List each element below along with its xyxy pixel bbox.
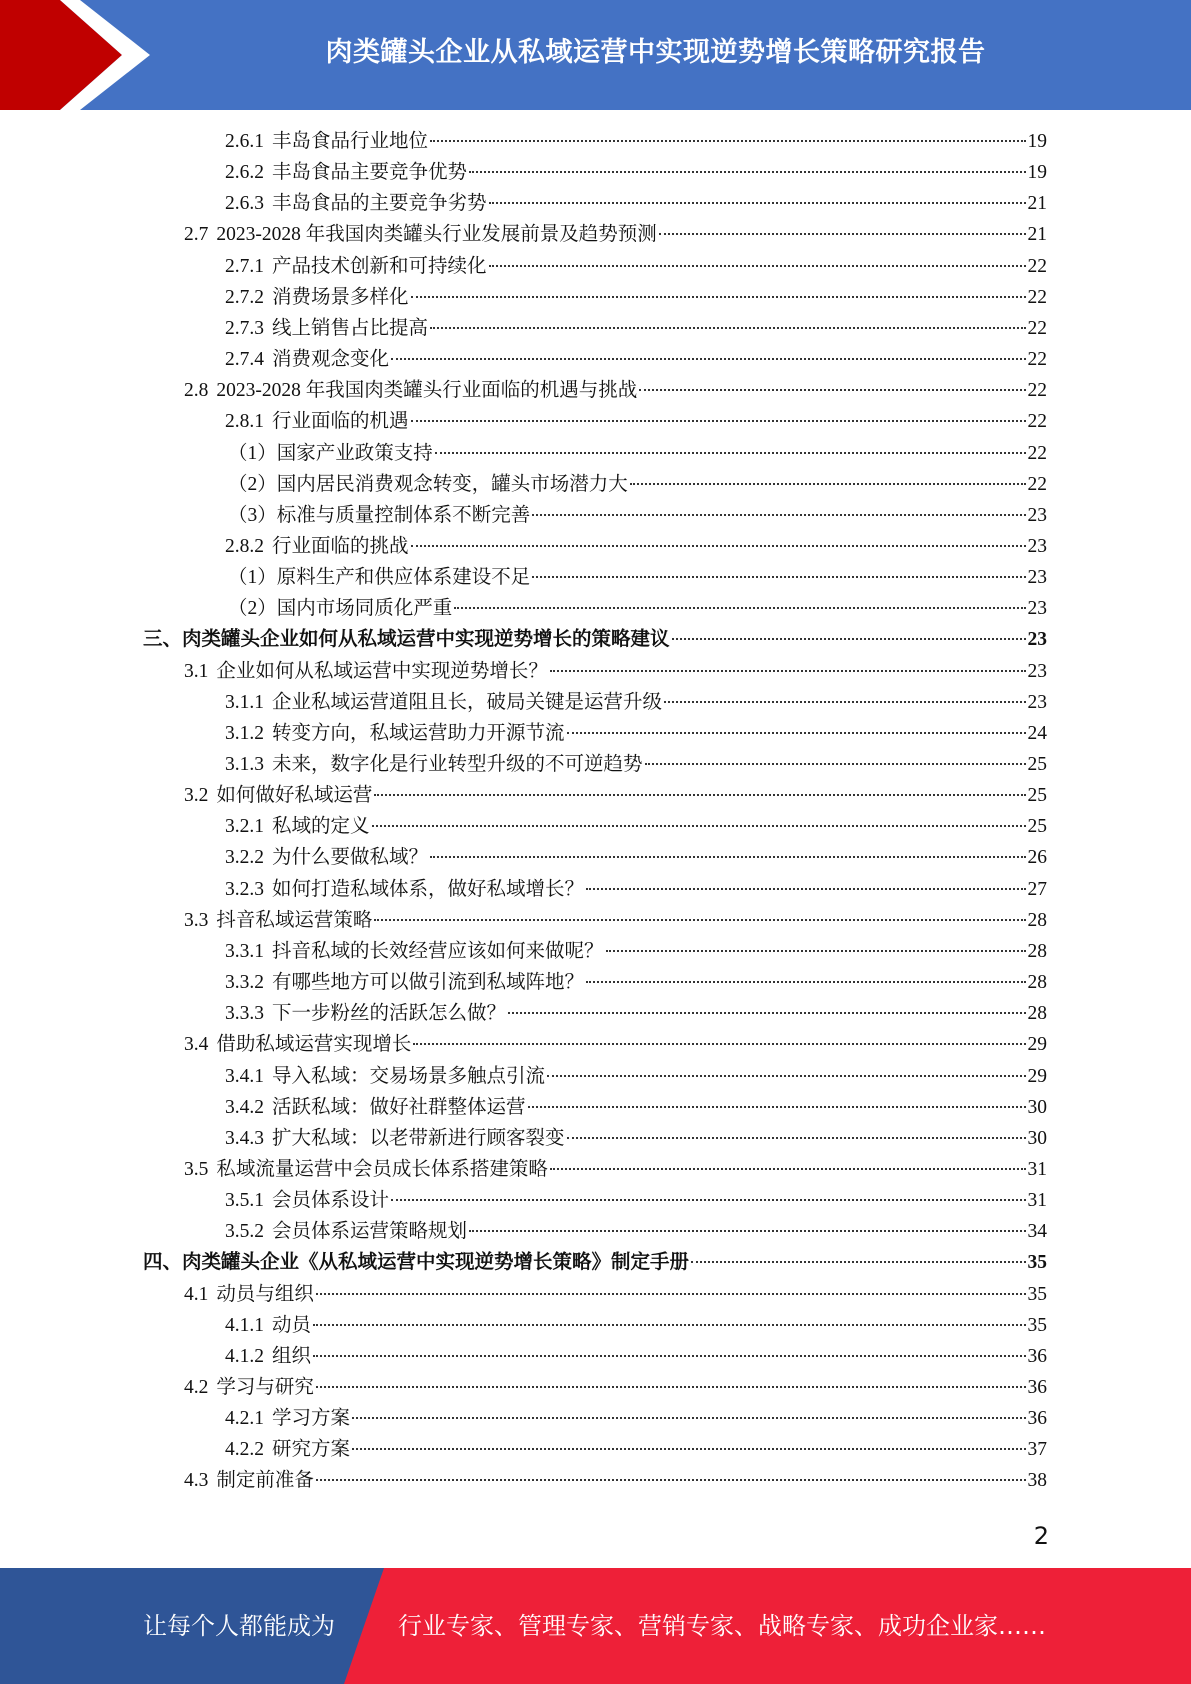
toc-dot-leader (672, 638, 1026, 640)
toc-entry[interactable] (225, 344, 1047, 375)
toc-dot-leader (659, 233, 1026, 235)
toc-entry-title: 肉类罐头企业《从私域运营中实现逆势增长策略》制定手册 (182, 1252, 690, 1274)
toc-dot-leader (411, 420, 1026, 422)
toc-entry-number: （3） (228, 504, 277, 526)
toc-entry-page: 23 (1027, 535, 1047, 557)
toc-entry-page: 27 (1027, 878, 1047, 900)
toc-entry[interactable] (225, 282, 1047, 313)
toc-entry-title: 线上销售占比提高 (272, 317, 429, 339)
toc-entry-title: 动员与组织 (216, 1283, 314, 1305)
toc-entry-number: 2.6.1 (225, 131, 264, 152)
toc-entry-page: 22 (1027, 380, 1047, 402)
toc-entry-number: 3.4.3 (225, 1127, 264, 1149)
toc-entry-page: 35 (1027, 1283, 1047, 1305)
footer-slogan-right: 行业专家、管理专家、营销专家、战略专家、成功企业家…… (398, 1612, 1046, 1640)
toc-entry-number: 3.4.2 (225, 1096, 264, 1118)
toc-dot-leader (374, 794, 1025, 796)
toc-entry[interactable] (184, 656, 1047, 687)
toc-entry[interactable] (225, 936, 1047, 967)
toc-entry-page: 23 (1027, 629, 1047, 651)
toc-entry-title: 行业面临的机遇 (272, 411, 409, 433)
toc-entry-page: 36 (1027, 1377, 1047, 1398)
toc-entry-title: 私域的定义 (272, 816, 370, 838)
toc-dot-leader (435, 452, 1026, 454)
toc-dot-leader (567, 732, 1026, 734)
toc-entry-number: 3.5 (184, 1158, 209, 1180)
toc-entry-title: 导入私域：交易场景多触点引流 (272, 1065, 546, 1087)
toc-dot-leader (391, 1199, 1025, 1201)
toc-dot-leader (313, 1355, 1025, 1357)
toc-entry-number: （1） (228, 567, 277, 589)
toc-entry[interactable] (225, 687, 1047, 718)
toc-entry[interactable] (225, 874, 1047, 905)
toc-entry-title: 如何打造私域体系，做好私域增长？ (272, 878, 585, 900)
toc-entry-title: 2023-2028 年我国肉类罐头行业发展前景及趋势预测 (216, 224, 657, 246)
toc-entry-page: 29 (1027, 1065, 1047, 1087)
toc-dot-leader (430, 140, 1025, 142)
toc-entry-title: 消费观念变化 (272, 349, 390, 371)
toc-dot-leader (606, 950, 1026, 952)
toc-entry-title: 未来，数字化是行业转型升级的不可逆趋势 (272, 754, 643, 775)
toc-entry[interactable] (225, 998, 1047, 1029)
toc-dot-leader (639, 389, 1025, 391)
toc-entry-title: 标准与质量控制体系不断完善 (276, 504, 531, 526)
toc-entry-title: 消费场景多样化 (272, 286, 409, 308)
toc-entry-page: 23 (1027, 691, 1047, 713)
toc-dot-leader (664, 701, 1025, 703)
toc-entry[interactable] (225, 811, 1047, 842)
toc-dot-leader (430, 327, 1025, 329)
toc-dot-leader (532, 576, 1025, 578)
toc-entry-title: 扩大私域：以老带新进行顾客裂变 (272, 1127, 565, 1149)
toc-entry[interactable] (184, 905, 1047, 936)
toc-entry-page: 22 (1027, 349, 1047, 371)
toc-entry[interactable] (225, 531, 1047, 562)
toc-entry-number: 3.4 (184, 1034, 209, 1056)
toc-entry-title: 企业私域运营道阻且长，破局关键是运营升级 (272, 691, 663, 713)
toc-dot-leader (413, 1043, 1025, 1045)
toc-entry-number: 4.1 (184, 1283, 209, 1305)
toc-entry-number: 3.1.1 (225, 691, 264, 713)
toc-entry-page: 36 (1027, 1345, 1047, 1367)
toc-entry[interactable] (225, 967, 1047, 998)
toc-entry-number: 3.2.1 (225, 816, 264, 838)
toc-entry-number: 3.2.3 (225, 878, 264, 900)
toc-entry-number: 3.3.2 (225, 972, 264, 994)
toc-dot-leader (645, 763, 1026, 765)
toc-entry-page: 29 (1027, 1034, 1047, 1056)
toc-entry-title: 国家产业政策支持 (276, 442, 433, 464)
toc-entry-page: 30 (1027, 1096, 1047, 1118)
toc-entry[interactable] (225, 1341, 1047, 1372)
toc-entry[interactable] (184, 780, 1047, 811)
page-number: 2 (1033, 1522, 1049, 1550)
toc-entry[interactable] (225, 1092, 1047, 1123)
toc-entry-number: （2） (228, 598, 277, 620)
toc-entry-title: 借助私域运营实现增长 (216, 1034, 412, 1056)
toc-dot-leader (352, 1417, 1025, 1419)
toc-entry-page: 22 (1027, 286, 1047, 308)
toc-entry-title: 学习方案 (272, 1408, 351, 1430)
toc-dot-leader (630, 483, 1026, 485)
toc-entry[interactable] (184, 1279, 1047, 1310)
toc-entry[interactable] (225, 251, 1047, 282)
toc-entry[interactable] (225, 157, 1047, 188)
toc-entry-title: 2023-2028 年我国肉类罐头行业面临的机遇与挑战 (216, 380, 638, 402)
toc-entry[interactable] (184, 1465, 1047, 1496)
toc-entry-title: 原料生产和供应体系建设不足 (276, 567, 531, 589)
toc-entry-page: 26 (1027, 847, 1047, 869)
toc-dot-leader (313, 1324, 1025, 1326)
toc-entry-title: 如何做好私域运营 (216, 785, 373, 807)
toc-entry[interactable] (184, 375, 1047, 406)
toc-entry-title: 组织 (272, 1345, 312, 1367)
toc-entry-title: 丰岛食品行业地位 (272, 131, 429, 152)
toc-entry-title: 丰岛食品的主要竞争劣势 (272, 193, 487, 215)
toc-dot-leader (316, 1479, 1026, 1481)
toc-entry-title: 丰岛食品主要竞争优势 (272, 162, 468, 184)
toc-entry[interactable] (225, 1123, 1047, 1154)
toc-dot-leader (567, 1137, 1026, 1139)
toc-entry-number: 3.1.3 (225, 754, 264, 775)
toc-entry-number: 2.7.1 (225, 255, 264, 277)
toc-dot-leader (352, 1448, 1025, 1450)
toc-entry-title: 行业面临的挑战 (272, 535, 409, 557)
toc-entry[interactable] (225, 188, 1047, 219)
toc-entry-page: 23 (1027, 504, 1047, 526)
toc-entry-page: 25 (1027, 816, 1047, 838)
toc-entry-number: 3.2 (184, 785, 209, 807)
toc-entry-page: 28 (1027, 909, 1047, 931)
toc-entry[interactable] (143, 624, 1047, 655)
toc-entry-page: 28 (1027, 1003, 1047, 1025)
toc-dot-leader (430, 856, 1025, 858)
toc-entry-number: 3.5.1 (225, 1190, 264, 1212)
toc-dot-leader (489, 265, 1026, 267)
toc-entry-title: 私域流量运营中会员成长体系搭建策略 (216, 1158, 548, 1180)
footer-slogan-left: 让每个人都能成为 (143, 1612, 335, 1640)
toc-entry[interactable] (225, 1310, 1047, 1341)
toc-entry-page: 25 (1027, 754, 1047, 775)
toc-entry-page: 35 (1027, 1252, 1047, 1274)
toc-entry[interactable] (225, 1434, 1047, 1465)
toc-entry-page: 31 (1027, 1158, 1047, 1180)
toc-dot-leader (550, 1168, 1026, 1170)
toc-dot-leader (586, 981, 1025, 983)
toc-entry-page: 19 (1027, 131, 1047, 152)
toc-entry-page: 22 (1027, 317, 1047, 339)
toc-entry-page: 28 (1027, 972, 1047, 994)
toc-entry[interactable] (184, 219, 1047, 250)
toc-entry-number: （2） (228, 473, 277, 495)
toc-dot-leader (532, 514, 1025, 516)
toc-entry-page: 22 (1027, 442, 1047, 464)
toc-entry-number: 2.7 (184, 224, 209, 246)
toc-entry[interactable] (143, 1247, 1047, 1278)
toc-entry-title: 会员体系运营策略规划 (272, 1221, 468, 1243)
toc-entry-number: 2.7.4 (225, 349, 264, 371)
toc-entry-number: 2.6.2 (225, 162, 264, 184)
toc-dot-leader (411, 545, 1026, 547)
toc-entry-number: 2.6.3 (225, 193, 264, 215)
toc-dot-leader (489, 202, 1026, 204)
toc-entry-page: 38 (1027, 1470, 1047, 1492)
toc-entry-title: 国内居民消费观念转变，罐头市场潜力大 (276, 473, 628, 495)
toc-entry-number: 3.5.2 (225, 1221, 264, 1243)
toc-entry[interactable] (228, 469, 1047, 500)
toc-entry-number: 3.2.2 (225, 847, 264, 869)
toc-dot-leader (411, 296, 1026, 298)
toc-dot-leader (454, 607, 1025, 609)
toc-entry[interactable] (184, 1372, 1047, 1403)
toc-entry-title: 产品技术创新和可持续化 (272, 255, 487, 277)
toc-entry-number: 2.7.2 (225, 286, 264, 308)
toc-entry-number: 4.3 (184, 1470, 209, 1492)
page-header (0, 0, 1191, 110)
toc-entry-title: 学习与研究 (216, 1377, 314, 1398)
toc-entry-title: 动员 (272, 1314, 312, 1336)
toc-entry-number: 四、 (143, 1252, 183, 1274)
toc-entry[interactable] (225, 749, 1047, 780)
toc-dot-leader (372, 825, 1026, 827)
toc-entry-page: 31 (1027, 1190, 1047, 1212)
toc-entry-title: 活跃私域：做好社群整体运营 (272, 1096, 526, 1118)
toc-entry-page: 22 (1027, 411, 1047, 433)
toc-dot-leader (547, 1075, 1025, 1077)
toc-entry-number: 4.2.1 (225, 1408, 264, 1430)
toc-entry-number: 2.8.2 (225, 535, 264, 557)
toc-entry-title: 研究方案 (272, 1439, 351, 1461)
toc-entry-page: 25 (1027, 785, 1047, 807)
toc-entry[interactable] (228, 500, 1047, 531)
toc-entry-number: 2.7.3 (225, 317, 264, 339)
toc-entry[interactable] (225, 718, 1047, 749)
toc-entry-page: 19 (1027, 162, 1047, 184)
toc-entry-title: 抖音私域的长效经营应该如何来做呢？ (272, 940, 604, 962)
toc-dot-leader (691, 1261, 1025, 1263)
toc-entry-title: 肉类罐头企业如何从私域运营中实现逆势增长的策略建议 (182, 629, 670, 651)
toc-entry[interactable] (228, 593, 1047, 624)
toc-entry[interactable] (225, 1061, 1047, 1092)
toc-dot-leader (316, 1293, 1026, 1295)
toc-entry-page: 24 (1027, 722, 1047, 744)
toc-entry-page: 23 (1027, 598, 1047, 620)
toc-entry-title: 制定前准备 (216, 1470, 314, 1492)
toc-entry-page: 36 (1027, 1408, 1047, 1430)
toc-dot-leader (469, 171, 1025, 173)
toc-entry-number: 3.1.2 (225, 722, 264, 744)
toc-entry-number: （1） (228, 442, 277, 464)
toc-entry-title: 抖音私域运营策略 (216, 909, 373, 931)
toc-entry-page: 35 (1027, 1314, 1047, 1336)
toc-entry[interactable] (184, 1154, 1047, 1185)
toc-entry-number: 3.1 (184, 660, 209, 682)
toc-entry[interactable] (228, 438, 1047, 469)
toc-entry-title: 有哪些地方可以做引流到私域阵地？ (272, 972, 585, 994)
toc-entry-page: 21 (1027, 193, 1047, 215)
toc-entry[interactable] (225, 126, 1047, 157)
toc-entry-title: 转变方向，私域运营助力开源节流 (272, 722, 565, 744)
toc-dot-leader (316, 1386, 1026, 1388)
toc-entry-page: 23 (1027, 567, 1047, 589)
toc-dot-leader (391, 358, 1025, 360)
toc-entry-title: 企业如何从私域运营中实现逆势增长？ (216, 660, 548, 682)
toc-entry[interactable] (184, 1029, 1047, 1060)
page-footer (0, 1568, 1191, 1684)
toc-dot-leader (469, 1230, 1025, 1232)
toc-entry-page: 22 (1027, 255, 1047, 277)
toc-entry-page: 23 (1027, 660, 1047, 682)
toc-entry[interactable] (225, 1185, 1047, 1216)
report-title: 肉类罐头企业从私域运营中实现逆势增长策略研究报告 (325, 37, 986, 68)
toc-entry-title: 下一步粉丝的活跃怎么做？ (272, 1003, 507, 1025)
toc-entry-number: 三、 (143, 629, 183, 651)
toc-entry-number: 3.3.1 (225, 940, 264, 962)
toc-entry[interactable] (225, 1216, 1047, 1247)
toc-dot-leader (528, 1106, 1026, 1108)
toc-entry-title: 为什么要做私域？ (272, 847, 429, 869)
toc-entry[interactable] (225, 842, 1047, 873)
toc-entry-title: 国内市场同质化严重 (276, 598, 453, 620)
toc-entry-number: 4.2.2 (225, 1439, 264, 1461)
toc-entry-number: 2.8 (184, 380, 209, 402)
toc-entry-number: 2.8.1 (225, 411, 264, 433)
toc-entry[interactable] (228, 562, 1047, 593)
toc-entry-number: 3.3 (184, 909, 209, 931)
toc-entry-number: 4.2 (184, 1377, 209, 1398)
toc-dot-leader (550, 670, 1026, 672)
toc-entry[interactable] (225, 406, 1047, 437)
toc-entry-title: 会员体系设计 (272, 1190, 390, 1212)
toc-entry-number: 4.1.2 (225, 1345, 264, 1367)
toc-entry-page: 28 (1027, 940, 1047, 962)
toc-entry[interactable] (225, 1403, 1047, 1434)
toc-dot-leader (586, 888, 1025, 890)
toc-entry-page: 22 (1027, 473, 1047, 495)
toc-dot-leader (508, 1012, 1025, 1014)
toc-entry-page: 37 (1027, 1439, 1047, 1461)
toc-entry-number: 3.3.3 (225, 1003, 264, 1025)
toc-entry-page: 30 (1027, 1127, 1047, 1149)
toc-entry-page: 34 (1027, 1221, 1047, 1243)
toc-dot-leader (374, 919, 1025, 921)
toc-entry[interactable] (225, 313, 1047, 344)
toc-entry-page: 21 (1027, 224, 1047, 246)
toc-entry-number: 4.1.1 (225, 1314, 264, 1336)
toc-entry-number: 3.4.1 (225, 1065, 264, 1087)
